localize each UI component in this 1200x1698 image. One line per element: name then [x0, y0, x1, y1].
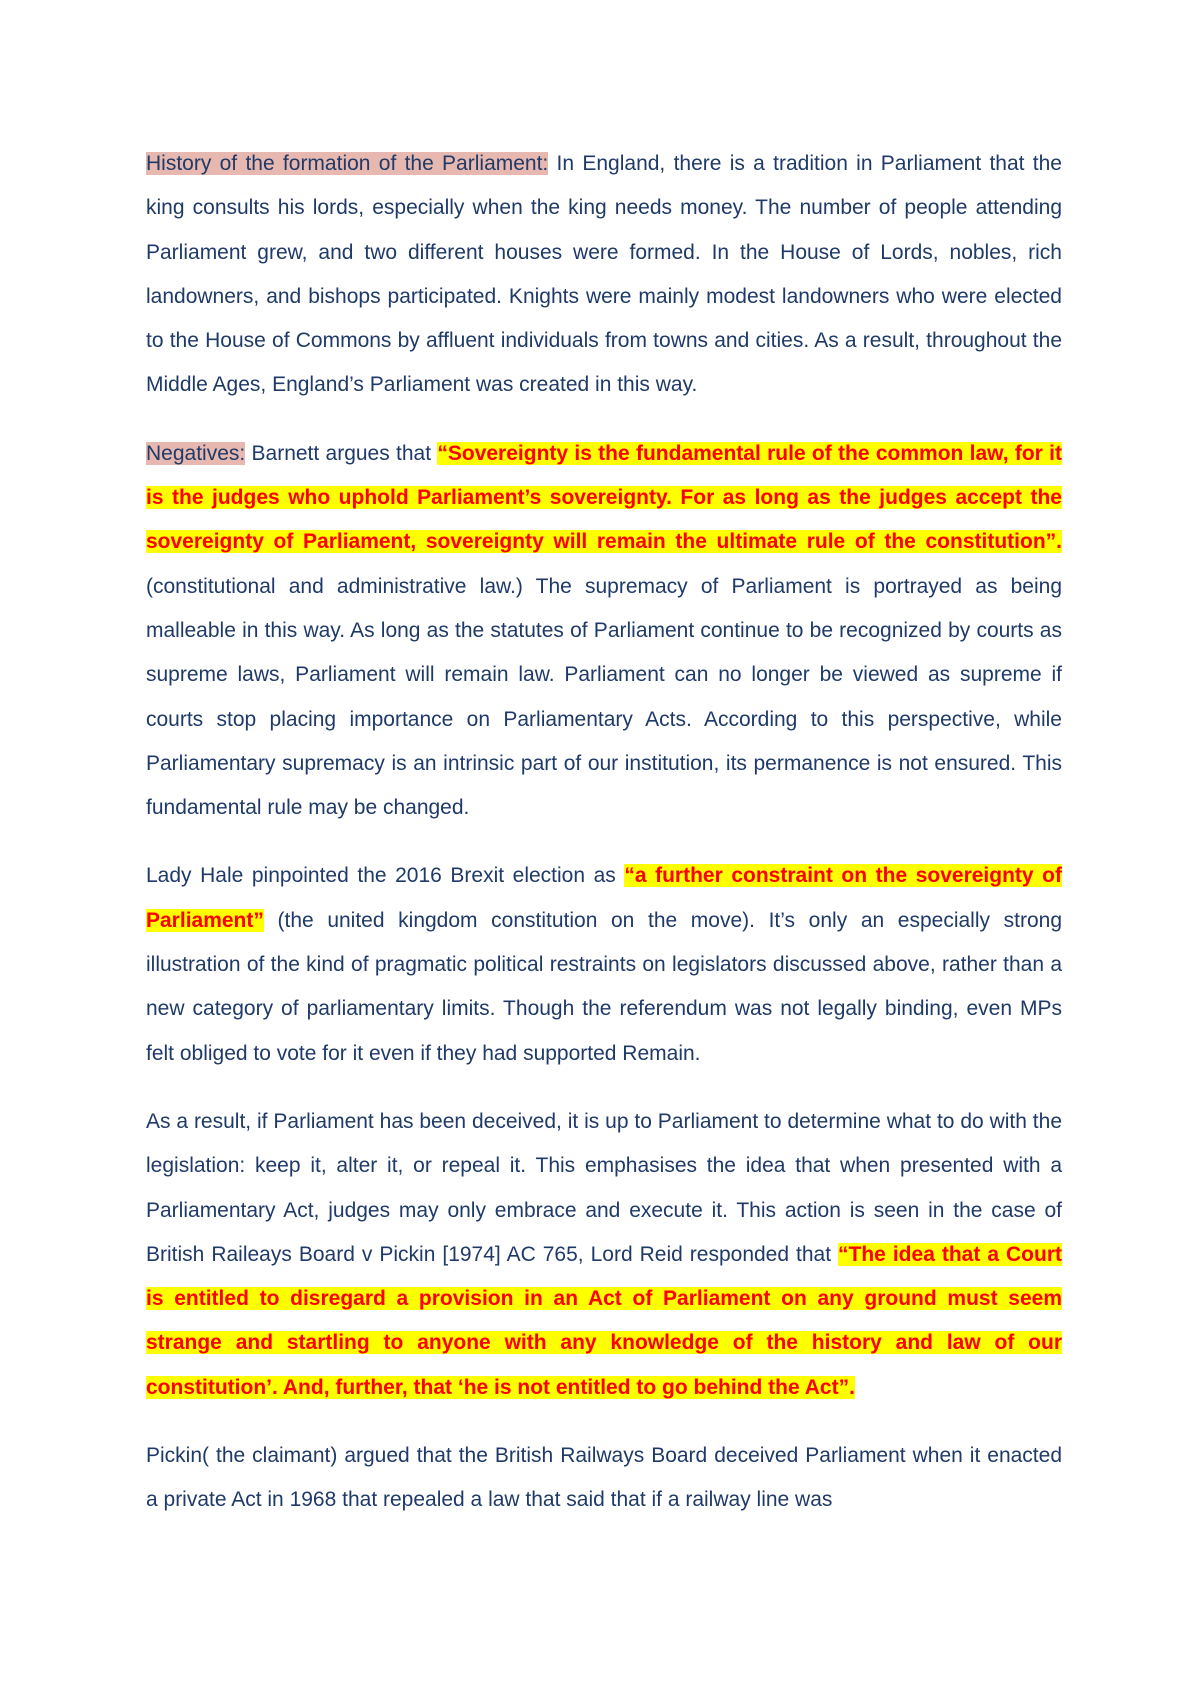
paragraph-heading: Negatives:	[146, 441, 246, 465]
paragraph-negatives	[146, 432, 1062, 831]
highlighted-quote: “The idea that a Court is entitled to disregard a provision in an Act of Parliament on any ground must seem strange and startling to anyone with any knowledge of the history and law of our constitution’. And, further, that ‘he is not entitled to go behind the Act”.	[146, 1242, 1062, 1399]
paragraph-text: (constitutional and administrative law.) The supremacy of Parliament is portrayed as being malleable in this way. As long as the statutes of Parliament continue to be recognized by courts as supreme laws, Parliament will remain law. Parliament can no longer be viewed as supreme if courts stop placing importance on Parliamentary Acts. According to this perspective, while Parliamentary supremacy is an intrinsic part of our institution, its permanence is not ensured. This fundamental rule may be changed.	[146, 574, 1062, 820]
paragraph-text: In England, there is a tradition in Parliament that the king consults his lords, especially when the king needs money. The number of people attending Parliament grew, and two different houses were formed. In the House of Lords, nobles, rich landowners, and bishops participated. Knights were mainly modest landowners who were elected to the House of Commons by affluent individuals from towns and cities. As a result, throughout the Middle Ages, England’s Parliament was created in this way.	[146, 152, 1062, 397]
paragraph-text: (the united kingdom constitution on the move). It’s only an especially strong illustration of the kind of pragmatic political restraints on legislators discussed above, rather than a new category of parliamentary limits. Though the referendum was not legally binding, even MPs felt obliged to vote for it even if they had supported Remain.	[146, 908, 1062, 1065]
paragraph-lady-hale	[146, 854, 1062, 1075]
paragraph-heading: History of the formation of the Parliament:	[146, 152, 549, 175]
paragraph-pickin-case	[146, 1100, 1062, 1410]
document-body	[146, 142, 1062, 1547]
paragraph-history	[146, 142, 1062, 408]
paragraph-text: As a result, if Parliament has been deceived, it is up to Parliament to determine what to do with the legislation: keep it, alter it, or repeal it. This emphasises the idea that when presented with a Parliamentary Act, judges may only embrace and execute it. This action is seen in the case of British Raileays Board v Pickin [1974] AC 765, Lord Reid responded that	[146, 1109, 1062, 1266]
highlighted-quote: “Sovereignty is the fundamental rule of the common law, for it is the judges who uphold Parliament’s sovereignty. For as long as the judges accept the sovereignty of Parliament, sovereignty will remain the ultimate rule of the constitution”.	[146, 441, 1062, 554]
paragraph-text: Lady Hale pinpointed the 2016 Brexit election as	[146, 864, 625, 888]
highlighted-quote: “a further constraint on the sovereignty of Parliament”	[146, 864, 1062, 932]
paragraph-text: Barnett argues that	[245, 441, 438, 465]
paragraph-pickin-claimant	[146, 1434, 1062, 1523]
paragraph-text: Pickin( the claimant) argued that the British Railways Board deceived Parliament when it enacted a private Act in 1968 that repealed a law that said that if a railway line was	[146, 1444, 1062, 1512]
